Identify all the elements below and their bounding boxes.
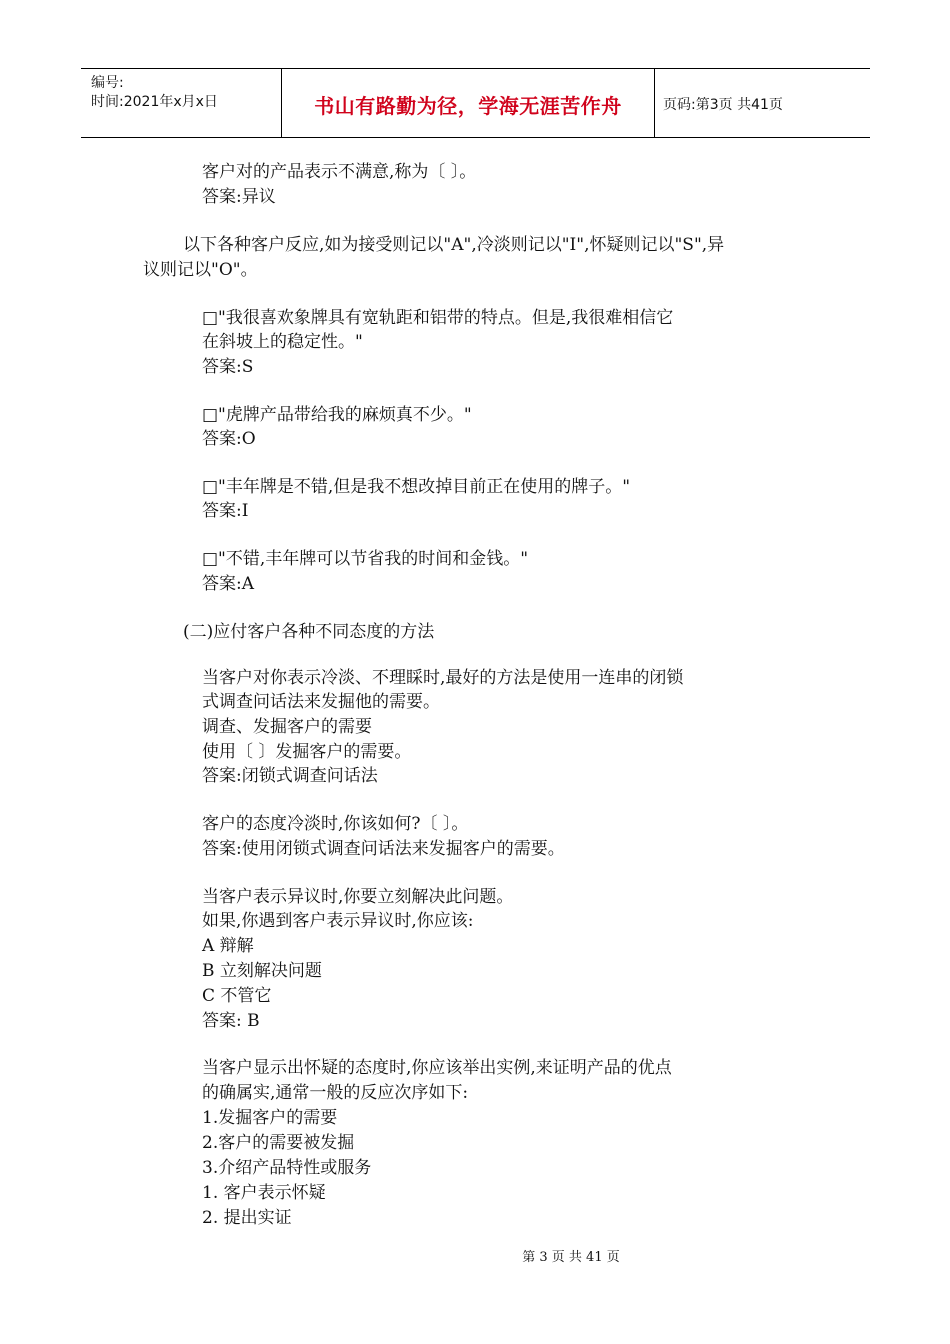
option-line: A 辩解 <box>202 936 254 956</box>
list-item: 1. 客户表示怀疑 <box>202 1183 326 1203</box>
paragraph-line: 当客户表示异议时,你要立刻解决此问题。 <box>202 887 514 907</box>
instruction-line: 以下各种客户反应,如为接受则记以"A",冷淡则记以"I",怀疑则记以"S",异 <box>183 235 725 255</box>
answer-line: 答案:使用闭锁式调查问话法来发掘客户的需要。 <box>202 839 565 859</box>
instruction-line: 议则记以"O"。 <box>143 260 258 280</box>
option-line: C 不管它 <box>202 986 272 1006</box>
serial-label: 编号: <box>91 75 124 91</box>
item-line: □"虎牌产品带给我的麻烦真不少。" <box>202 405 472 425</box>
page-footer <box>0 1246 950 1265</box>
option-line: B 立刻解决问题 <box>202 961 322 981</box>
paragraph-line: 的确属实,通常一般的反应次序如下: <box>202 1083 469 1103</box>
list-item: 2.客户的需要被发掘 <box>202 1133 355 1153</box>
page-header <box>81 68 870 138</box>
paragraph-line: 如果,你遇到客户表示异议时,你应该: <box>202 911 474 931</box>
answer-line: 答案:O <box>202 429 256 449</box>
header-meta <box>81 69 281 137</box>
list-item: 2. 提出实证 <box>202 1208 292 1228</box>
answer-line: 答案:闭锁式调查问话法 <box>202 766 378 786</box>
item-line: 在斜坡上的稳定性。" <box>202 332 363 352</box>
answer-line: 答案: B <box>202 1011 260 1031</box>
answer-line: 答案:异议 <box>202 187 276 207</box>
header-motto-cell <box>281 69 655 137</box>
answer-line: 答案:S <box>202 357 254 377</box>
header-page-cell <box>653 69 870 137</box>
header-page-label: 页码:第3页 共41页 <box>663 97 783 113</box>
question-line: 客户对的产品表示不满意,称为〔 〕。 <box>202 162 477 182</box>
footer-page-number: 第 3 页 共 41 页 <box>522 1250 620 1265</box>
answer-line: 答案:A <box>202 574 255 594</box>
paragraph-line: 当客户对你表示冷淡、不理睬时,最好的方法是使用一连串的闭锁 <box>202 668 684 688</box>
list-item: 3.介绍产品特性或服务 <box>202 1158 372 1178</box>
date-label: 时间:2021年x月x日 <box>91 94 218 110</box>
item-line: □"不错,丰年牌可以节省我的时间和金钱。" <box>202 549 529 569</box>
paragraph-line: 调查、发掘客户的需要 <box>202 717 372 737</box>
answer-line: 答案:I <box>202 501 249 521</box>
section-heading: (二)应付客户各种不同态度的方法 <box>183 622 435 642</box>
motto: 书山有路勤为径，学海无涯苦作舟 <box>314 94 622 118</box>
paragraph-line: 式调查问话法来发掘他的需要。 <box>202 692 440 712</box>
paragraph-line: 使用〔 〕发掘客户的需要。 <box>202 742 412 762</box>
list-item: 1.发掘客户的需要 <box>202 1108 338 1128</box>
paragraph-line: 当客户显示出怀疑的态度时,你应该举出实例,来证明产品的优点 <box>202 1058 672 1078</box>
paragraph-line: 客户的态度冷淡时,你该如何?〔 〕。 <box>202 814 469 834</box>
item-line: □"丰年牌是不错,但是我不想改掉目前正在使用的牌子。" <box>202 477 631 497</box>
item-line: □"我很喜欢象牌具有宽轨距和铝带的特点。但是,我很难相信它 <box>202 308 674 328</box>
